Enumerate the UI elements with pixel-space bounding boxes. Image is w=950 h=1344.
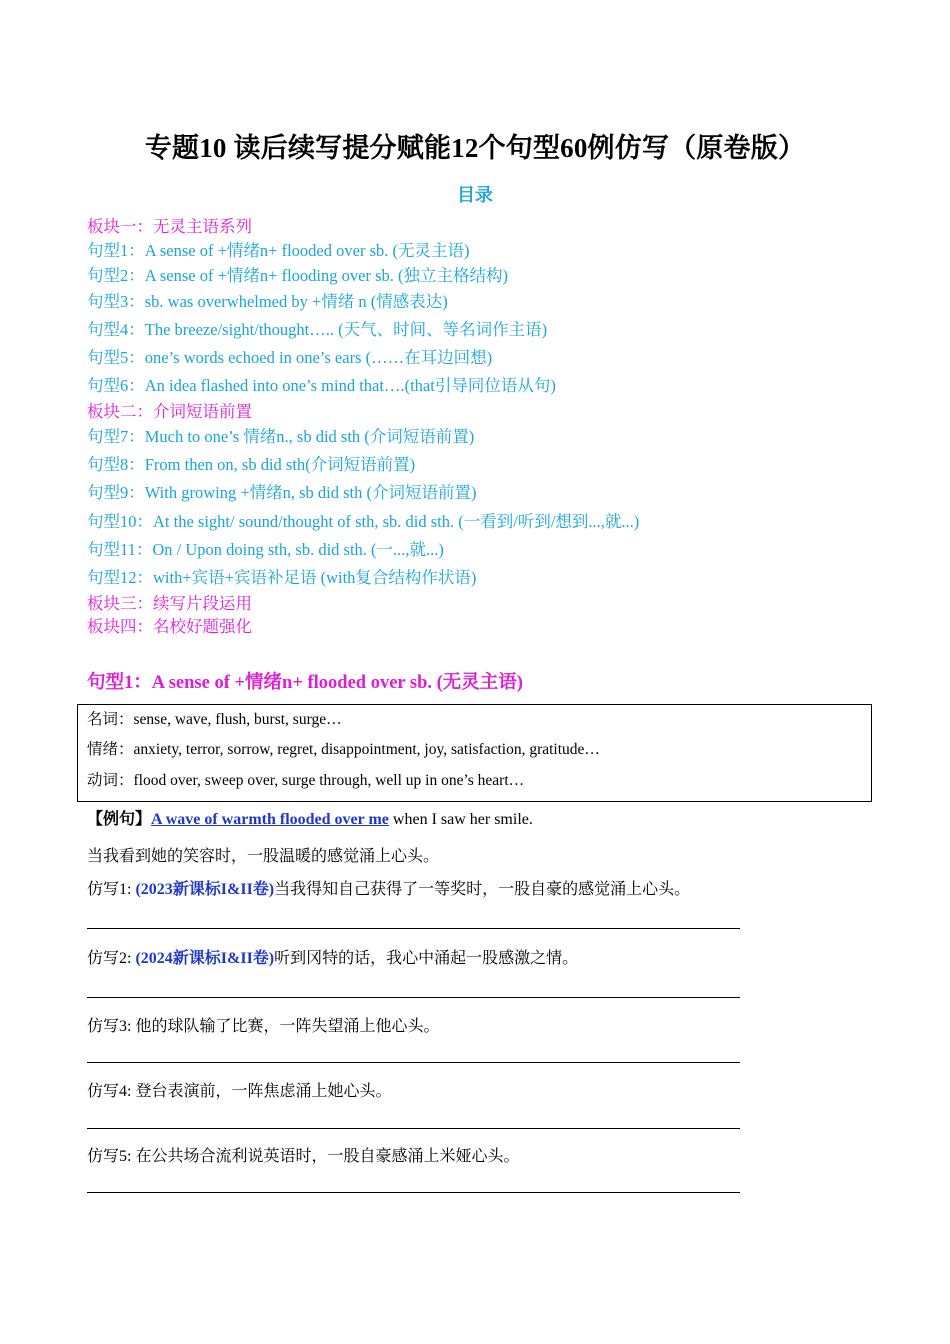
answer-line-3[interactable] [87,1062,740,1063]
document-title: 专题10 读后续写提分赋能12个句型60例仿写（原卷版） [144,133,806,163]
vocab-label: 情绪： [87,741,134,758]
example-highlight: A wave of warmth flooded over me [151,811,389,828]
exercise-prompt: 当我得知自己获得了一等奖时，一股自豪的感觉涌上心头。 [274,881,691,898]
answer-line-1[interactable] [87,928,740,929]
exercise-5 [87,1143,519,1166]
exercise-label: 仿写1: [87,881,136,898]
exercise-prompt: 在公共场合流利说英语时，一股自豪感涌上米娅心头。 [135,1148,520,1165]
toc-item-10[interactable]: 句型10：At the sight/ sound/thought of sth, sb. did sth. (一看到/听到/想到...,就...) [87,512,640,531]
toc-block-4[interactable]: 板块四：名校好题强化 [87,617,252,636]
exercise-label: 仿写4: [87,1083,136,1100]
exercise-label: 仿写5: [87,1148,136,1165]
toc-item-2[interactable]: 句型2：A sense of +情绪n+ flooding over sb. (独立主格结构) [87,266,508,285]
answer-line-2[interactable] [87,997,740,998]
toc-item-8[interactable]: 句型8：From then on, sb did sth(介词短语前置) [87,455,416,474]
toc-block-3[interactable]: 板块三：续写片段运用 [87,594,252,613]
toc-item-12[interactable]: 句型12：with+宾语+宾语补足语 (with复合结构作状语) [87,568,477,587]
vocab-text: anxiety, terror, sorrow, regret, disappointment, joy, satisfaction, gratitude… [133,741,600,758]
toc-item-7[interactable]: 句型7：Much to one’s 情绪n., sb did sth (介词短语前置) [87,427,475,446]
exercise-source: (2023新课标I&II卷) [135,881,275,898]
exercise-prompt: 登台表演前，一阵焦虑涌上她心头。 [135,1083,392,1100]
vocab-box [77,704,872,802]
vocab-text: sense, wave, flush, burst, surge… [133,711,342,728]
toc-item-5[interactable]: 句型5：one’s words echoed in one’s ears (……在耳边回想) [87,348,493,367]
exercise-label: 仿写2: [87,950,136,967]
exercise-source: (2024新课标I&II卷) [135,950,275,967]
exercise-label: 仿写3: [87,1018,136,1035]
exercise-2 [87,945,578,968]
answer-line-4[interactable] [87,1128,740,1129]
section-title: 句型1：A sense of +情绪n+ flooded over sb. (无灵主语) [87,673,523,693]
example-rest: when I saw her smile. [388,811,533,828]
exercise-1 [87,876,690,899]
toc-item-11[interactable]: 句型11：On / Upon doing sth, sb. did sth. (一...,就...) [87,540,444,559]
vocab-verbs [87,768,524,790]
example-sentence [87,806,533,829]
toc-item-6[interactable]: 句型6：An idea flashed into one’s mind that….(that引导同位语从句) [87,376,556,395]
vocab-label: 动词： [87,772,134,789]
exercise-3 [87,1013,439,1036]
toc-item-3[interactable]: 句型3：sb. was overwhelmed by +情绪 n (情感表达) [87,292,448,311]
toc-block-2[interactable]: 板块二：介词短语前置 [87,402,252,421]
vocab-emotions [87,737,600,759]
toc-item-1[interactable]: 句型1：A sense of +情绪n+ flooded over sb. (无灵主语) [87,241,470,260]
exercise-prompt: 听到冈特的话，我心中涌起一股感激之情。 [274,950,579,967]
vocab-text: flood over, sweep over, surge through, well up in one’s heart… [133,772,525,789]
exercise-4 [87,1078,391,1101]
toc-heading: 目录 [457,185,493,205]
vocab-label: 名词： [87,711,134,728]
example-label: 【例句】 [87,811,152,828]
exercise-prompt: 他的球队输了比赛，一阵失望涌上他心头。 [135,1018,440,1035]
toc-block-1[interactable]: 板块一：无灵主语系列 [87,217,252,236]
answer-line-5[interactable] [87,1192,740,1193]
toc-item-9[interactable]: 句型9：With growing +情绪n, sb did sth (介词短语前置) [87,483,477,502]
example-translation: 当我看到她的笑容时，一股温暖的感觉涌上心头。 [87,848,440,865]
toc-item-4[interactable]: 句型4：The breeze/sight/thought….. (天气、时间、等名词作主语) [87,320,548,339]
vocab-nouns [87,707,342,729]
